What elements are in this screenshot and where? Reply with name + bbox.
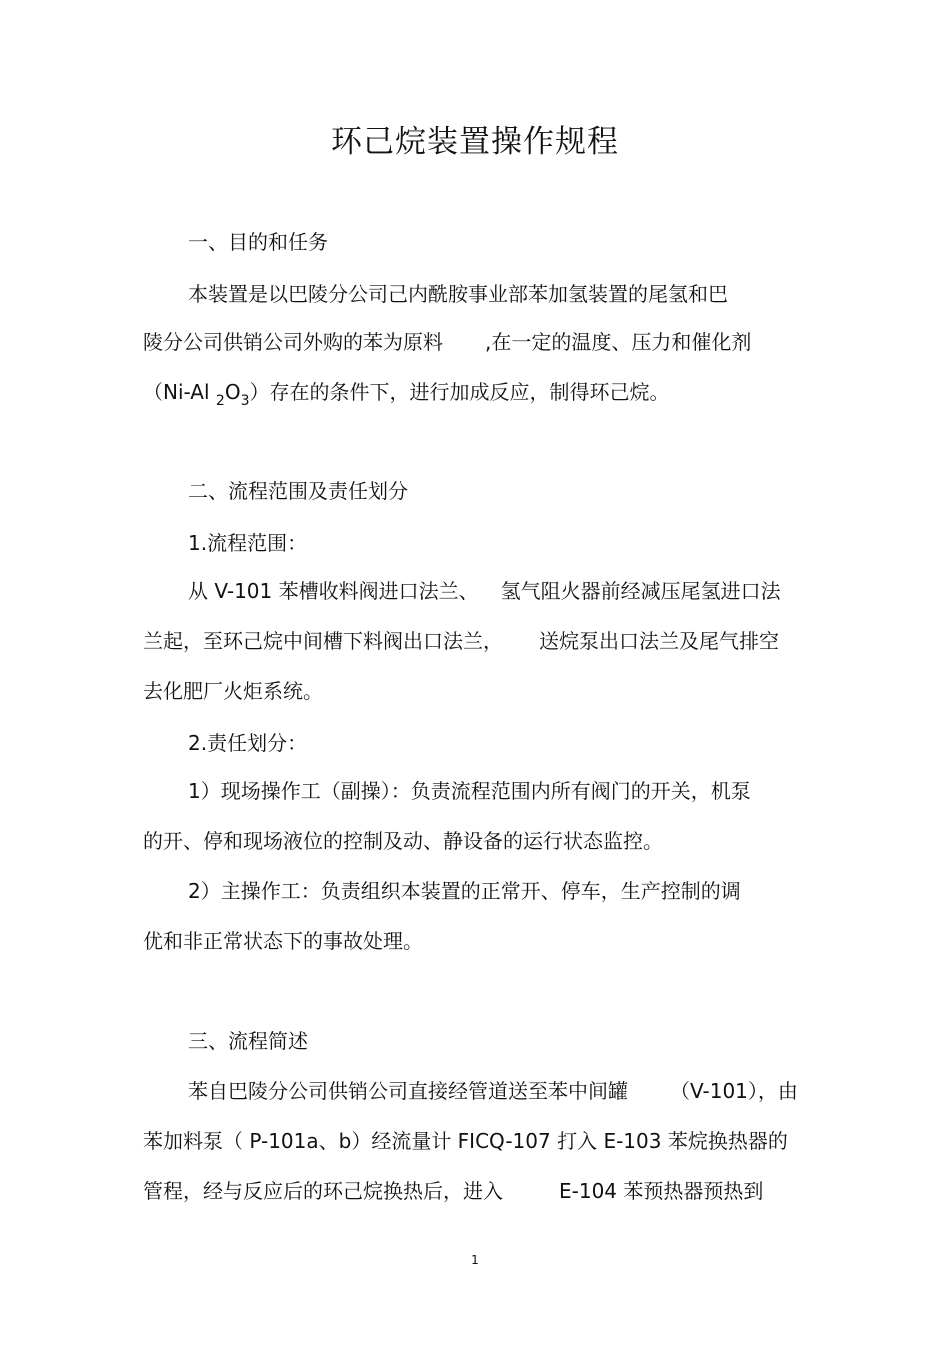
text-segment: E-104 苯预热器预热到 <box>559 1179 764 1203</box>
text-segment: （V-101），由 <box>670 1079 798 1103</box>
document-title: 环己烷装置操作规程 <box>331 124 619 160</box>
text-segment: 送烷泵出口法兰及尾气排空 <box>539 629 779 653</box>
text-segment: 兰起，至环己烷中间槽下料阀出口法兰， <box>143 629 503 653</box>
page-number: 1 <box>471 1253 479 1267</box>
paragraph-line <box>143 1177 763 1205</box>
text-segment: 氢气阻火器前经减压尾氢进口法 <box>500 579 781 603</box>
text-segment: 苯自巴陵分公司供销公司直接经管道送至苯中间罐 <box>188 1079 628 1103</box>
text-segment: 陵分公司供销公司外购的苯为原料 <box>143 330 443 354</box>
paragraph-line <box>143 627 779 655</box>
paragraph-line: 去化肥厂火炬系统。 <box>143 679 323 703</box>
paragraph-line: 本装置是以巴陵分公司己内酰胺事业部苯加氢装置的尾氢和巴 <box>188 282 728 306</box>
subscript: 2 <box>215 393 225 409</box>
text-segment: （Ni-Al <box>143 380 216 404</box>
paragraph-line <box>188 577 781 605</box>
text-segment: ,在一定的温度、压力和催化剂 <box>485 330 752 354</box>
paragraph-line: 优和非正常状态下的事故处理。 <box>143 929 423 953</box>
text-segment: O <box>224 380 241 404</box>
paragraph-line <box>188 1077 798 1105</box>
section-heading-process: 三、流程简述 <box>188 1029 308 1053</box>
paragraph-line: 苯加料泵（ P-101a、b）经流量计 FICQ-107 打入 E-103 苯烷换热器的 <box>143 1129 788 1153</box>
paragraph-line: 的开、停和现场液位的控制及动、静设备的运行状态监控。 <box>143 829 663 853</box>
paragraph-line: 1）现场操作工（副操）：负责流程范围内所有阀门的开关，机泵 <box>188 779 751 803</box>
subscript: 3 <box>240 393 250 409</box>
section-heading-purpose: 一、目的和任务 <box>188 230 328 254</box>
text-segment: 从 V-101 苯槽收料阀进口法兰、 <box>188 579 479 603</box>
paragraph-line <box>143 328 751 356</box>
paragraph-line <box>143 378 669 415</box>
subheading-responsibility: 2.责任划分： <box>188 731 308 755</box>
text-segment: ）存在的条件下，进行加成反应，制得环己烷。 <box>249 380 670 404</box>
paragraph-line: 2）主操作工：负责组织本装置的正常开、停车，生产控制的调 <box>188 879 741 903</box>
subheading-scope: 1.流程范围： <box>188 531 308 555</box>
section-heading-scope: 二、流程范围及责任划分 <box>188 479 408 503</box>
text-segment: 管程，经与反应后的环己烷换热后，进入 <box>143 1179 503 1203</box>
